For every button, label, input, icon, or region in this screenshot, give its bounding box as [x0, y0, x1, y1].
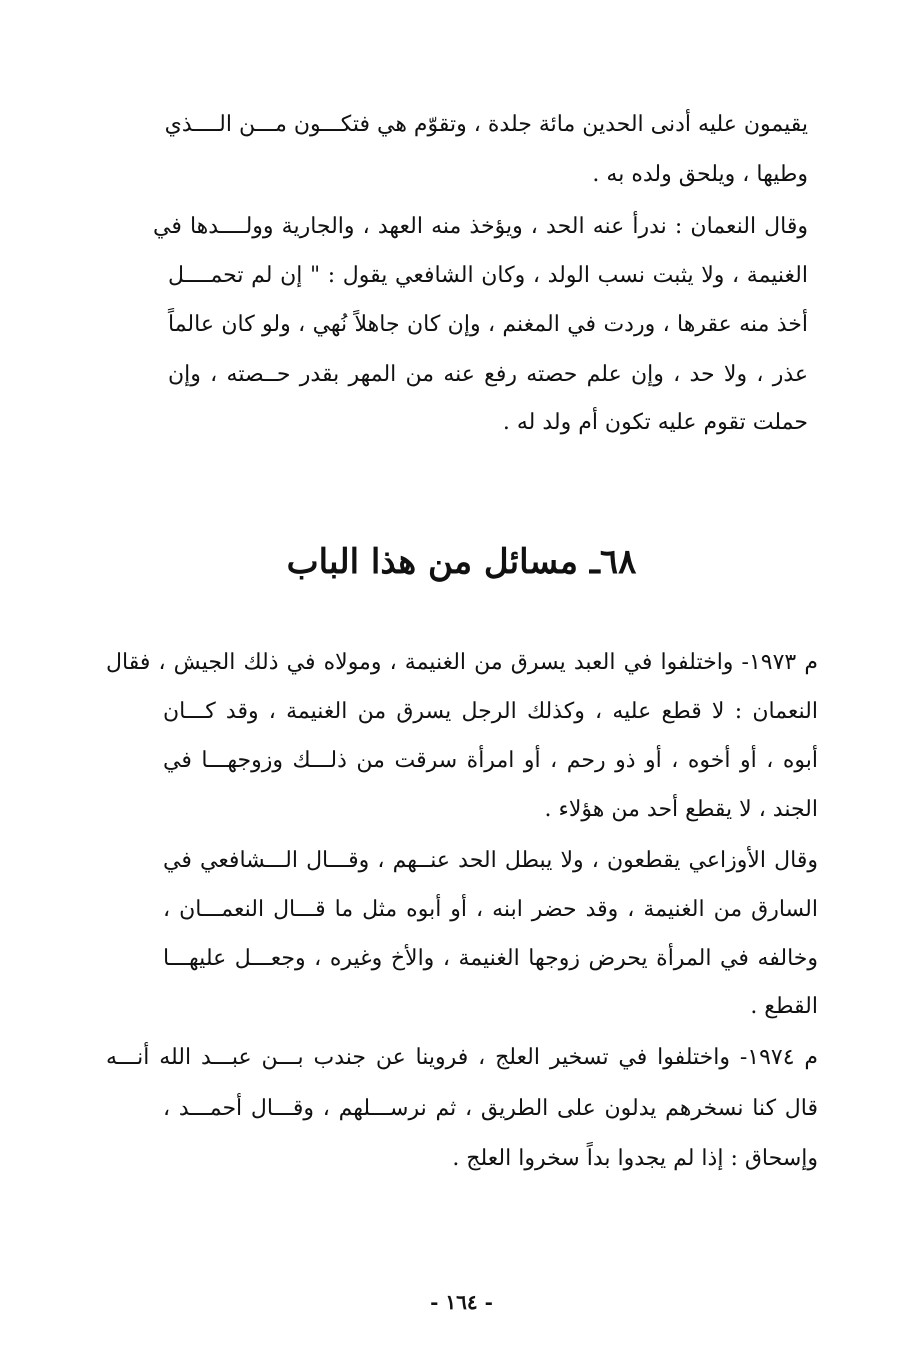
text-line: وقال النعمان : ندرأ عنه الحد ، ويؤخذ منه العهد ، والجارية وولــــدها في — [153, 214, 808, 239]
text-line: يقيمون عليه أدنى الحدين مائة جلدة ، وتقوّم هي فتكـــون مـــن الــــذي — [164, 112, 808, 137]
text-line: السارق من الغنيمة ، وقد حضر ابنه ، أو أبوه مثل ما قـــال النعمـــان ، — [163, 897, 818, 922]
page-number: - ١٦٤ - — [430, 1290, 493, 1314]
text-line: الجند ، لا يقطع أحد من هؤلاء . — [544, 797, 818, 822]
entry-first-line: م ١٩٧٤- واختلفوا في تسخير العلج ، فروينا عن جندب بـــن عبـــد الله أنـــه — [106, 1045, 818, 1070]
entry-first-line: م ١٩٧٣- واختلفوا في العبد يسرق من الغنيمة ، ومولاه في ذلك الجيش ، فقال — [106, 650, 818, 675]
text-line: عذر ، ولا حد ، وإن علم حصته رفع عنه من المهر بقدر حــصته ، وإن — [168, 362, 808, 387]
text-line: القطع . — [750, 994, 818, 1019]
text-line: الغنيمة ، ولا يثبت نسب الولد ، وكان الشافعي يقول : " إن لم تحمــــل — [168, 263, 808, 288]
text-line: قال كنا نسخرهم يدلون على الطريق ، ثم نرســـلهم ، وقـــال أحمـــد ، — [163, 1096, 818, 1121]
section-heading: ٦٨ـ مسائل من هذا الباب — [286, 542, 637, 582]
text-line: أبوه ، أو أخوه ، أو ذو رحم ، أو امرأة سرقت من ذلـــك وزوجهـــا في — [163, 748, 818, 773]
text-line: حملت تقوم عليه تكون أم ولد له . — [502, 410, 808, 435]
text-line: وطيها ، ويلحق ولده به . — [592, 162, 808, 187]
text-line: أخذ منه عقرها ، وردت في المغنم ، وإن كان جاهلاً نُهي ، ولو كان عالماً — [168, 312, 808, 337]
text-line: النعمان : لا قطع عليه ، وكذلك الرجل يسرق من الغنيمة ، وقد كـــان — [163, 699, 818, 724]
text-line: وإسحاق : إذا لم يجدوا بداً سخروا العلج . — [452, 1146, 818, 1171]
text-line: وقال الأوزاعي يقطعون ، ولا يبطل الحد عنــهم ، وقـــال الـــشافعي في — [163, 848, 818, 873]
text-line: وخالفه في المرأة يحرض زوجها الغنيمة ، والأخ وغيره ، وجعـــل عليهـــا — [163, 946, 818, 971]
